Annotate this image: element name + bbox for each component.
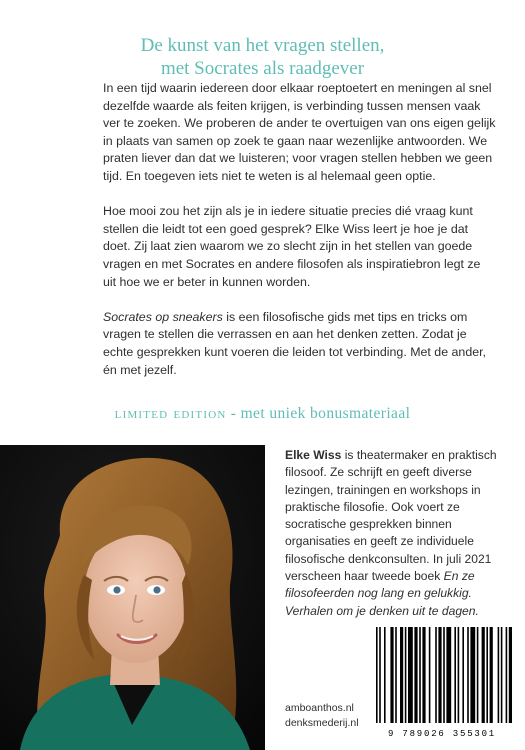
author-photo bbox=[0, 445, 265, 750]
blurb-paragraph-3-text: is een filosofische gids met tips en tricks om vragen te stellen die verrassen en aan het denken zetten. Zodat je echte gesprekken kunt voeren die leiden tot verbinding. Met de ander, én met jezelf. bbox=[103, 309, 486, 377]
author-bio bbox=[285, 447, 510, 620]
book-title-inline: Socrates op sneakers bbox=[103, 309, 223, 324]
limited-edition-label: limited edition bbox=[114, 405, 227, 422]
blurb bbox=[103, 80, 496, 397]
author-portrait-illustration bbox=[0, 445, 265, 750]
website-denksmederij[interactable]: denksmederij.nl bbox=[285, 717, 359, 729]
blurb-paragraph-3 bbox=[103, 309, 496, 379]
heading-line-2: met Socrates als raadgever bbox=[160, 58, 365, 79]
author-bio-text: is theatermaker en praktisch filosoof. Ze schrijft en geeft diverse lezingen, trainingen en workshops in praktische filosofie. Ook voert ze socratische gesprekken binnen organisaties en geeft ze individuele filosofische denkconsulten. In juli 2021 verscheen haar tweede boek bbox=[285, 448, 497, 584]
isbn-number: 9 789026 355301 bbox=[387, 729, 496, 739]
back-cover-heading bbox=[0, 34, 525, 80]
author-name: Elke Wiss bbox=[285, 448, 342, 462]
website-amboanthos[interactable]: amboanthos.nl bbox=[285, 702, 354, 714]
blurb-paragraph-1: In een tijd waarin iedereen door elkaar roeptoetert en meningen al snel dezelfde waarde als feiten krijgen, is verbinding tussen mensen vaak ver te zoeken. We proberen de ander te overtuigen van ons eigen gelijk in plaats van samen op zoek te gaan naar wezenlijke antwoorden. We praten liever dan dat we luisteren; voor vragen stellen hebben we geen tijd. En toegeven iets niet te weten is al helemaal geen optie. bbox=[103, 81, 496, 183]
second-book-title: En ze filosofeerden nog lang en gelukkig. Verhalen om je denken uit te dagen. bbox=[285, 569, 479, 618]
limited-edition-line bbox=[0, 405, 525, 423]
heading-line-1: De kunst van het vragen stellen, bbox=[140, 35, 385, 56]
isbn-barcode bbox=[370, 627, 514, 739]
barcode-bars bbox=[370, 627, 514, 727]
blurb-paragraph-2: Hoe mooi zou het zijn als je in iedere situatie precies dié vraag kunt stellen die leidt tot een goed gesprek? Elke Wiss leert je hoe je dat doet. Zij laat zien waarom we zo slecht zijn in het stellen van goede vragen en met Socrates en andere filosofen als inspiratiebron legt ze uit hoe we er beter in kunnen worden. bbox=[103, 204, 481, 289]
bonus-material-label: - met uniek bonusmateriaal bbox=[226, 405, 411, 422]
